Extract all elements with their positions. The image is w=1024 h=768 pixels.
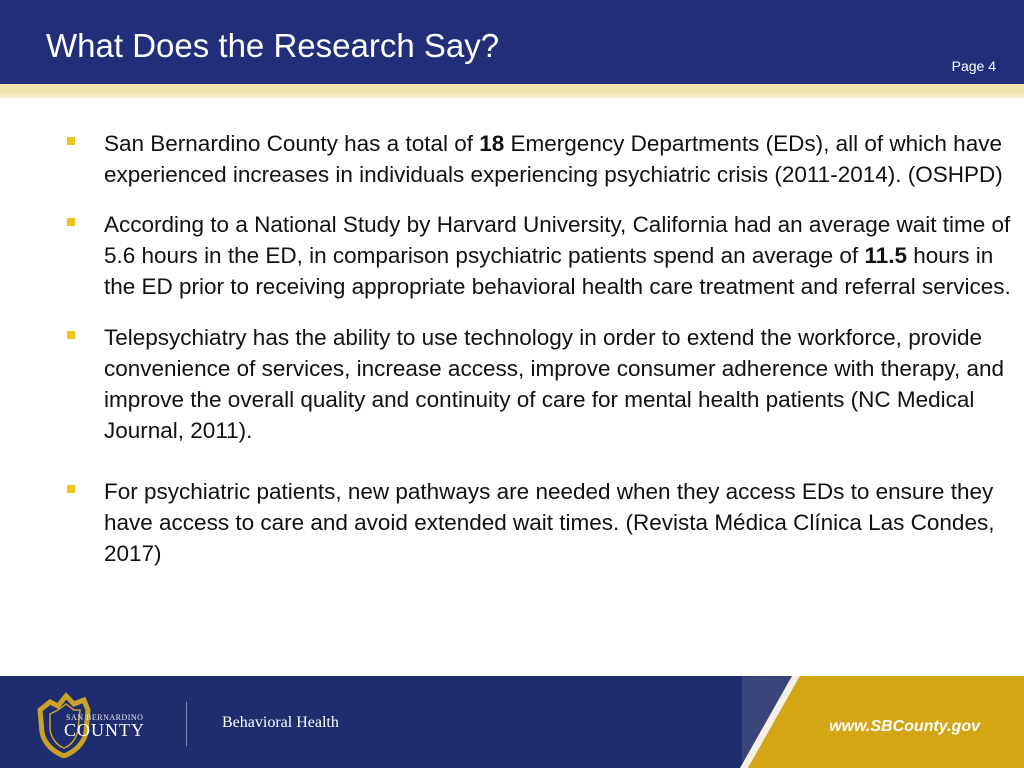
- bullet-2-text-post: hours in the ED prior to receiving appropriate behavioral health care treatment and referral services.: [104, 243, 1011, 299]
- logo-text-top: SAN BERNARDINO: [66, 713, 144, 722]
- footer-divider: [186, 702, 187, 746]
- page-number: Page 4: [951, 58, 996, 74]
- website-link[interactable]: www.SBCounty.gov: [829, 718, 980, 735]
- department-name: Behavioral Health: [222, 714, 339, 731]
- footer-bar: [0, 676, 1024, 768]
- bullet-square-icon: [67, 485, 75, 493]
- bullet-square-icon: [67, 331, 75, 339]
- bullet-2-bold-hours: 11.5: [864, 243, 907, 268]
- header-accent-rule: [0, 84, 1024, 98]
- header-bar: [0, 0, 1024, 84]
- bullet-1-bold-count: 18: [479, 131, 505, 156]
- page-title: What Does the Research Say?: [46, 27, 500, 64]
- bullet-1-text-pre: San Bernardino County has a total of: [104, 131, 480, 156]
- bullet-square-icon: [67, 137, 75, 145]
- bullet-item-2: [62, 209, 1012, 302]
- bullet-square-icon: [67, 218, 75, 226]
- bullet-list: [62, 128, 1012, 569]
- logo-text-county: COUNTY: [64, 720, 145, 740]
- bullet-1-text-post: Emergency Departments (EDs), all of which have experienced increases in individuals experiencing psychiatric crisis (2011-2014). (OSHPD): [104, 131, 1003, 187]
- bullet-item-3: [62, 322, 1012, 446]
- bullet-item-1: [62, 128, 1012, 190]
- bullet-2-text-pre: According to a National Study by Harvard University, California had an average wait time of 5.6 hours in the ED, in comparison psychiatric patients spend an average of: [104, 212, 1011, 268]
- bullet-item-4: [62, 476, 1012, 569]
- bullet-4-text: For psychiatric patients, new pathways are needed when they access EDs to ensure they have access to care and avoid extended wait times. (Revista Médica Clínica Las Condes, 2017): [104, 479, 995, 566]
- bullet-3-text: Telepsychiatry has the ability to use technology in order to extend the workforce, provide convenience of services, increase access, improve consumer adherence with therapy, and improve the overall quality and continuity of care for mental health patients (NC Medical Journal, 2011).: [104, 325, 1005, 443]
